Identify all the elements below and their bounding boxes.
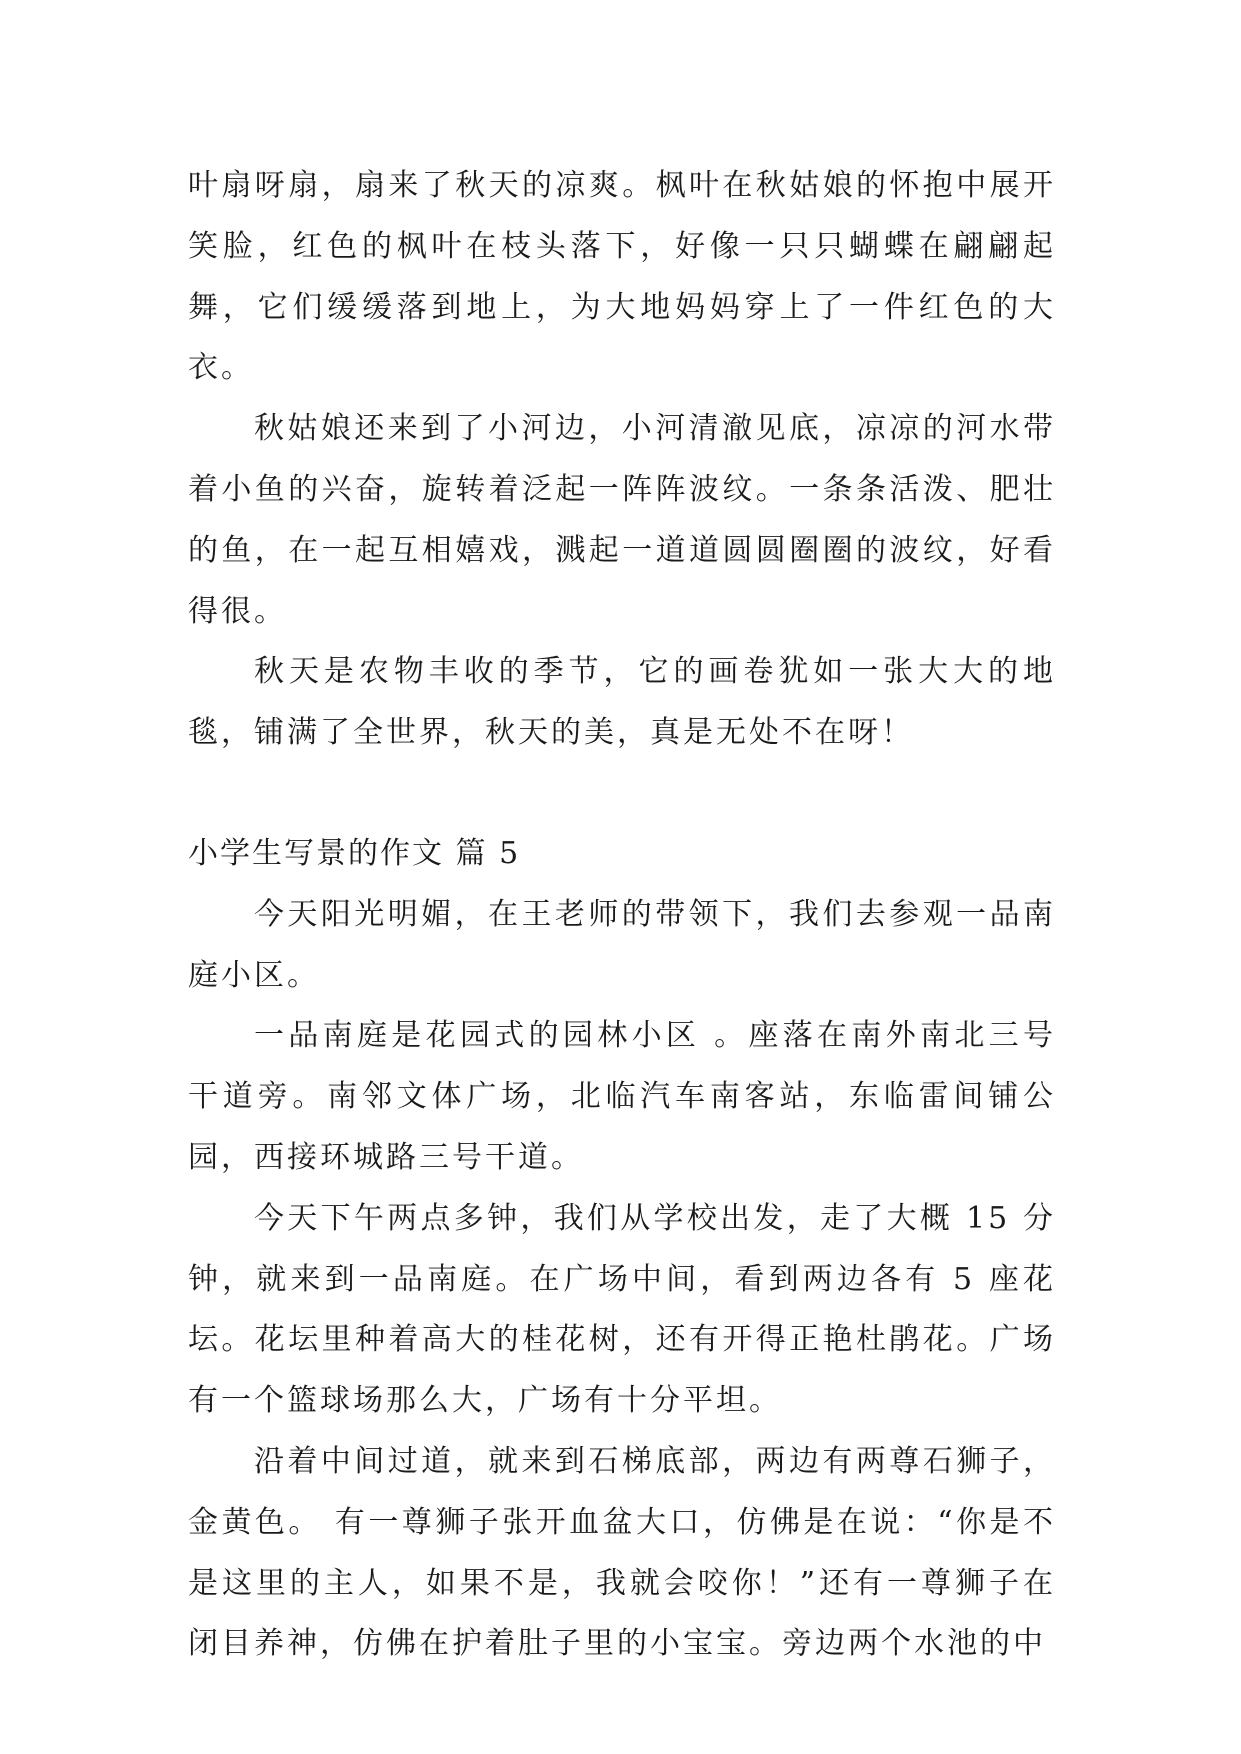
paragraph: 今天下午两点多钟，我们从学校出发，走了大概 15 分钟，就来到一品南庭。在广场中间，看到两边各有 5 座花坛。花坛里种着高大的桂花树，还有开得正艳杜鹃花。广场有一个篮球场那么大，广场有十分平坦。: [188, 1200, 1056, 1419]
document-body: [188, 156, 1056, 1675]
section-title: 小学生写景的作文 篇 5: [188, 835, 521, 871]
section-spacer: [188, 764, 1056, 824]
paragraph: 今天阳光明媚，在王老师的带领下，我们去参观一品南庭小区。: [188, 896, 1056, 993]
paragraph: 叶扇呀扇，扇来了秋天的凉爽。枫叶在秋姑娘的怀抱中展开笑脸，红色的枫叶在枝头落下，好像一只只蝴蝶在翩翩起舞，它们缓缓落到地上，为大地妈妈穿上了一件红色的大衣。: [188, 168, 1056, 386]
paragraph: 一品南庭是花园式的园林小区 。座落在南外南北三号干道旁。南邻文体广场，北临汽车南客站，东临雷间铺公园，西接环城路三号干道。: [188, 1018, 1056, 1175]
paragraph: 秋天是农物丰收的季节，它的画卷犹如一张大大的地毯，铺满了全世界，秋天的美，真是无处不在呀！: [188, 654, 1056, 751]
paragraph: 秋姑娘还来到了小河边，小河清澈见底，凉凉的河水带着小鱼的兴奋，旋转着泛起一阵阵波纹。一条条活泼、肥壮的鱼，在一起互相嬉戏，溅起一道道圆圆圈圈的波纹，好看得很。: [188, 411, 1056, 629]
paragraph: 沿着中间过道，就来到石梯底部，两边有两尊石狮子，金黄色。 有一尊狮子张开血盆大口，仿佛是在说：“你是不是这里的主人，如果不是，我就会咬你！”还有一尊狮子在闭目养神，仿佛在护着肚子里的小宝宝。旁边两个水池的中: [188, 1443, 1056, 1662]
